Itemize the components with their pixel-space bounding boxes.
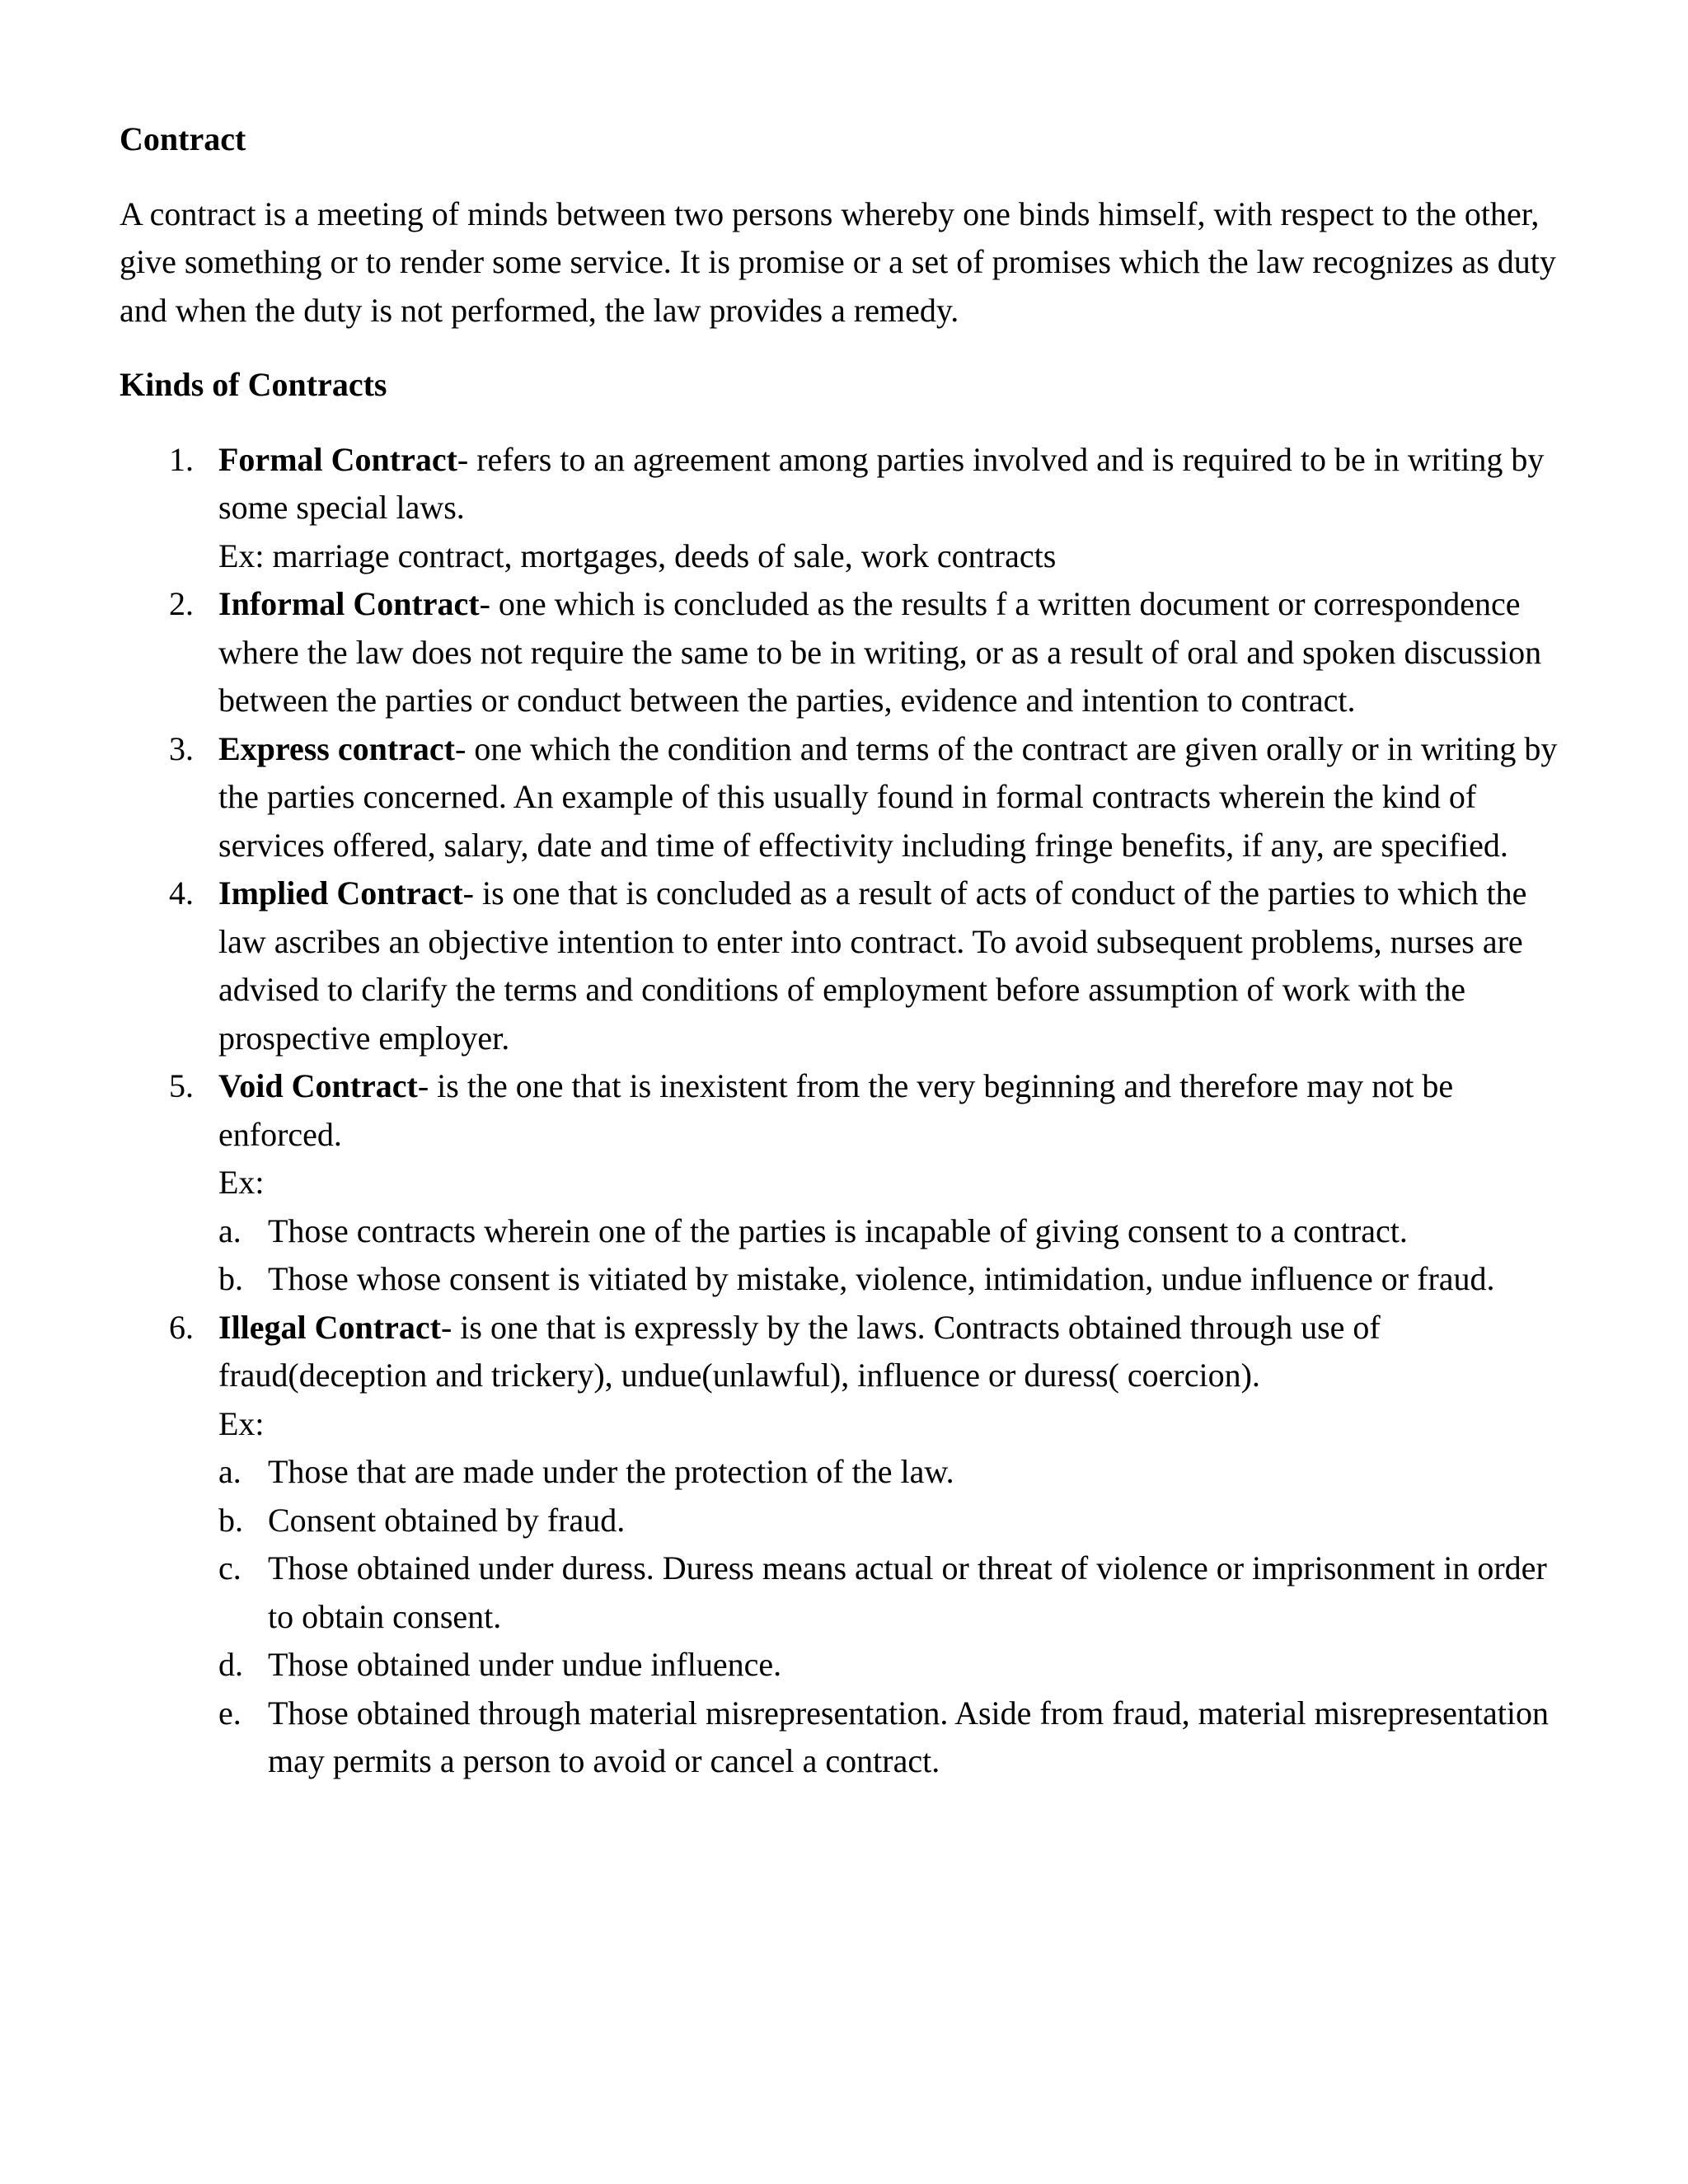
sub-text: Those contracts wherein one of the parties is incapable of giving consent to a contract.	[268, 1212, 1408, 1249]
kind-number: 1.	[169, 440, 194, 478]
kind-item-formal	[120, 436, 1578, 581]
document-page	[120, 115, 1578, 1786]
sub-list-item	[218, 1690, 1578, 1786]
kind-example: Ex:	[218, 1404, 265, 1442]
kind-item-informal	[120, 580, 1578, 725]
kind-item-void	[120, 1062, 1578, 1304]
kind-term: Void Contract	[218, 1067, 418, 1104]
kind-description: - one which is concluded as the results f a written document or correspondence where the law does not require the same to be in writing, or as a result of oral and spoken discussion between the parties or conduct between the parties, evidence and intention to contract.	[218, 585, 1542, 719]
kinds-list	[120, 436, 1578, 1786]
kind-number: 2.	[169, 585, 194, 622]
sub-letter: a.	[218, 1212, 241, 1249]
kind-item-illegal	[120, 1304, 1578, 1786]
kind-number: 4.	[169, 874, 194, 912]
kind-description: - is one that is expressly by the laws. Contracts obtained through use of fraud(deception and trickery), undue(unlawful), influence or duress( coercion).	[218, 1308, 1381, 1394]
sub-list-item	[218, 1448, 1578, 1497]
kind-description: - refers to an agreement among parties involved and is required to be in writing by some special laws.	[218, 440, 1545, 526]
sub-text: Those obtained under undue influence.	[268, 1646, 782, 1683]
sub-letter: b.	[218, 1501, 243, 1539]
kind-number: 3.	[169, 729, 194, 767]
kind-item-express	[120, 725, 1578, 870]
sub-list-item	[218, 1544, 1578, 1641]
sub-letter: b.	[218, 1260, 243, 1297]
kind-description: - one which the condition and terms of the contract are given orally or in writing by the parties concerned. An example of this usually found in formal contracts wherein the kind of services offered, salary, date and time of effectivity including fringe benefits, if any, are specified.	[218, 729, 1558, 864]
sub-text: Those that are made under the protection of the law.	[268, 1453, 954, 1490]
kind-description: - is the one that is inexistent from the very beginning and therefore may not be enforced.	[218, 1067, 1454, 1153]
sub-letter: e.	[218, 1694, 241, 1732]
kind-item-implied	[120, 869, 1578, 1062]
kind-example: Ex: marriage contract, mortgages, deeds of sale, work contracts	[218, 537, 1057, 574]
sub-text: Consent obtained by fraud.	[268, 1501, 626, 1539]
illegal-examples-list	[218, 1448, 1578, 1786]
kind-term: Formal Contract	[218, 440, 457, 478]
kind-example: Ex:	[218, 1164, 265, 1201]
sub-list-item	[218, 1207, 1578, 1256]
sub-list-item	[218, 1255, 1578, 1304]
kind-term: Informal Contract	[218, 585, 480, 622]
document-title: Contract	[120, 120, 246, 157]
sub-list-item	[218, 1641, 1578, 1690]
kinds-heading: Kinds of Contracts	[120, 366, 387, 403]
kind-number: 5.	[169, 1067, 194, 1104]
kind-number: 6.	[169, 1308, 194, 1346]
kind-term: Implied Contract	[218, 874, 463, 912]
sub-letter: d.	[218, 1646, 243, 1683]
sub-text: Those whose consent is vitiated by mistake, violence, intimidation, undue influence or fraud.	[268, 1260, 1495, 1297]
intro-paragraph: A contract is a meeting of minds between two persons whereby one binds himself, with respect to the other, give something or to render some service. It is promise or a set of promises which the law recognizes as duty and when the duty is not performed, the law provides a remedy.	[120, 194, 1556, 329]
sub-list-item	[218, 1497, 1578, 1545]
kind-term: Illegal Contract	[218, 1308, 441, 1346]
kind-term: Express contract	[218, 729, 455, 767]
void-examples-list	[218, 1207, 1578, 1304]
sub-text: Those obtained through material misrepresentation. Aside from fraud, material misrepresentation may permits a person to avoid or cancel a contract.	[268, 1694, 1549, 1779]
sub-text: Those obtained under duress. Duress means actual or threat of violence or imprisonment in order to obtain consent.	[268, 1549, 1547, 1635]
kind-description: - is one that is concluded as a result of acts of conduct of the parties to which the law ascribes an objective intention to enter into contract. To avoid subsequent problems, nurses are advised to clarify the terms and conditions of employment before assumption of work with the prospective employer.	[218, 874, 1527, 1057]
sub-letter: a.	[218, 1453, 241, 1490]
sub-letter: c.	[218, 1549, 241, 1586]
